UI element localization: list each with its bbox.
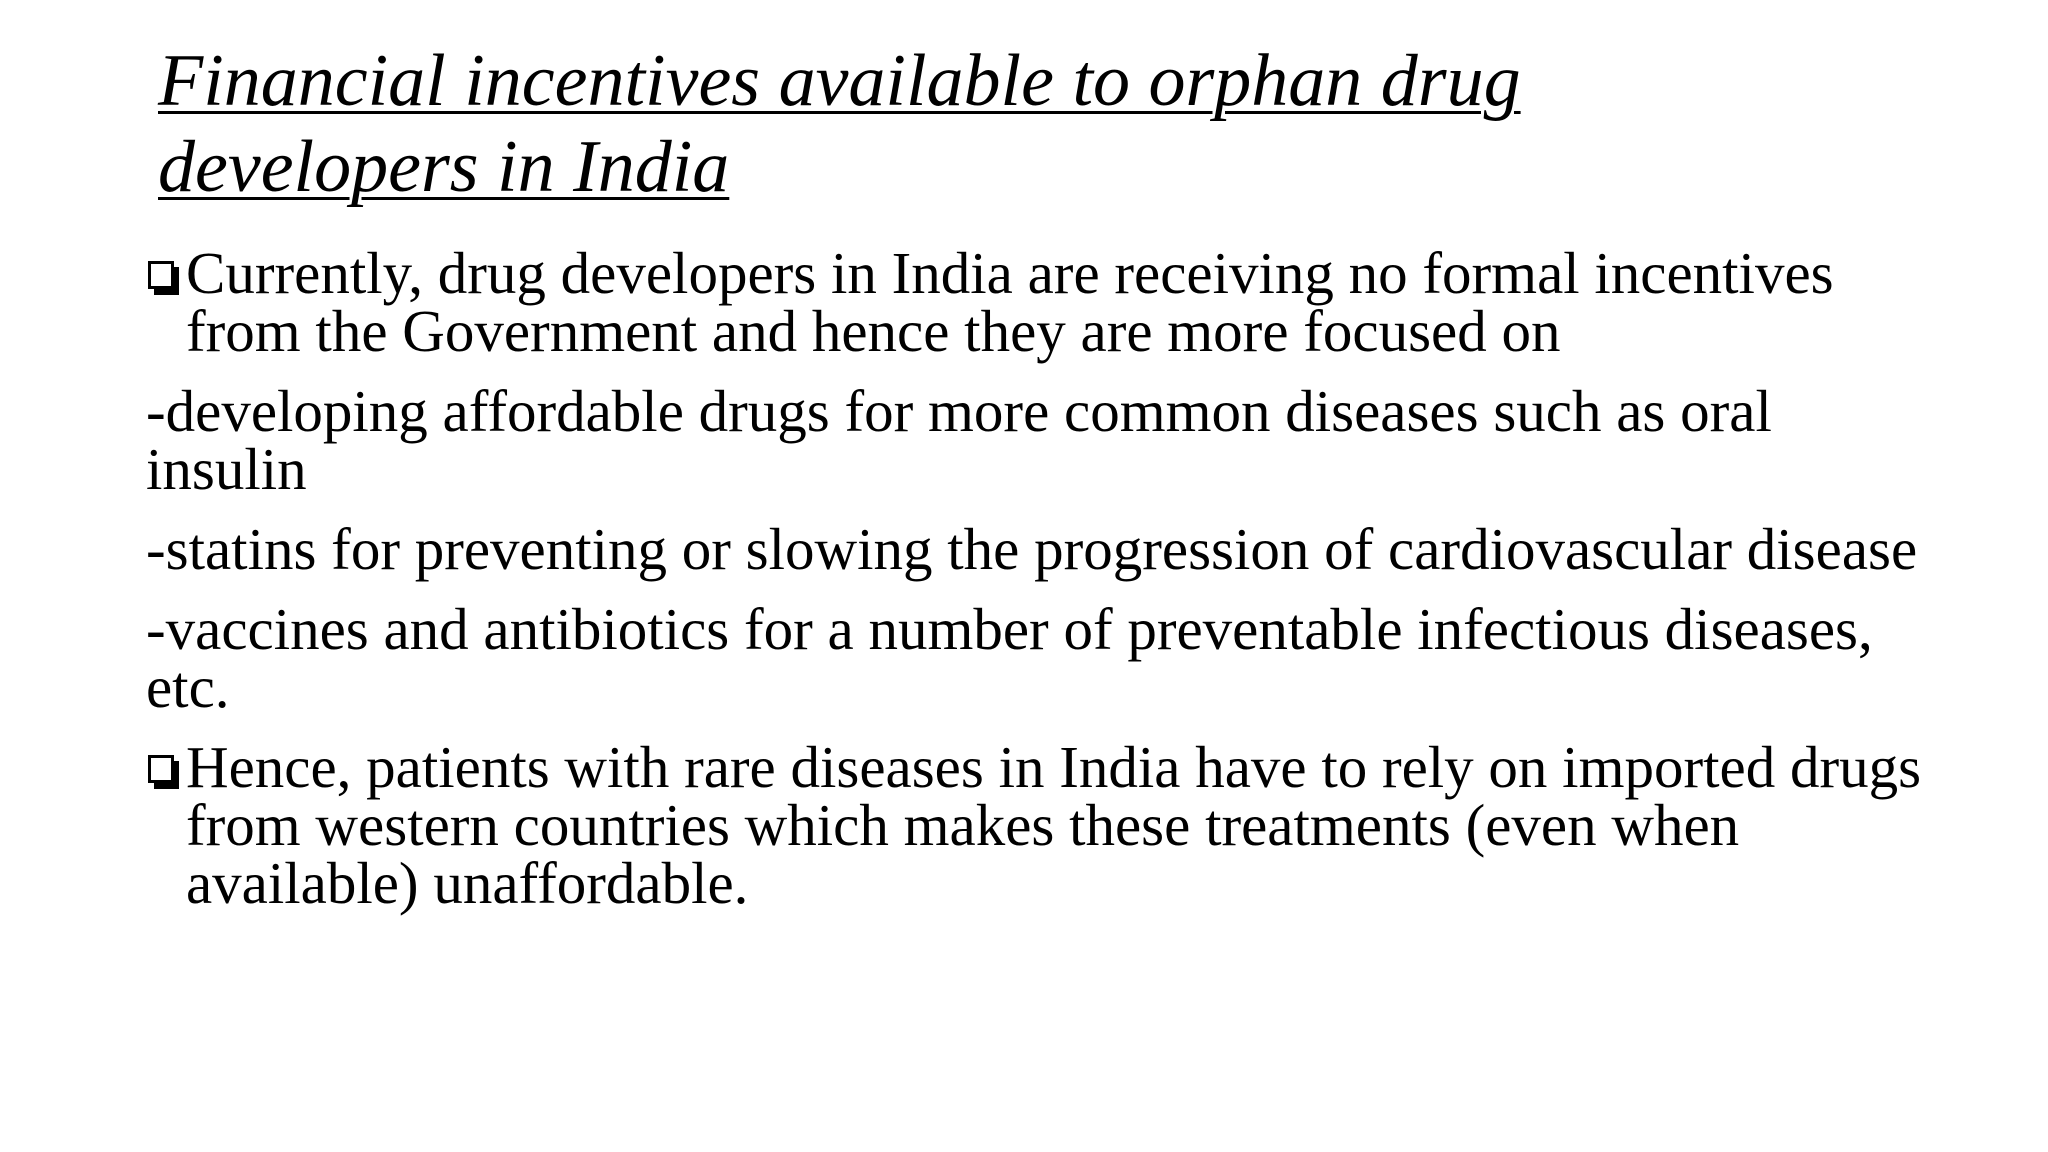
slide-title-line-2: developers in India <box>158 126 730 208</box>
sub-item-2: -statins for preventing or slowing the progression of cardiovascular disease <box>146 516 1918 582</box>
sub-item-1: -developing affordable drugs for more common diseases such as oral insulin <box>146 378 1772 502</box>
bullet-item-1-text: Currently, drug developers in India are receiving no formal incentives from the Government and hence they are more focused on <box>186 240 1834 364</box>
slide-title <box>158 38 1858 210</box>
bullet-item-2-text: Hence, patients with rare diseases in India have to rely on imported drugs from western countries which makes these treatments (even when available) unaffordable. <box>186 734 1922 916</box>
bullet-item-2 <box>146 734 1936 916</box>
bullet-item-1 <box>146 240 1936 364</box>
slide-title-line-1: Financial incentives available to orphan drug <box>158 40 1521 122</box>
hollow-square-bullet-icon <box>146 755 176 789</box>
hollow-square-bullet-icon <box>146 261 176 295</box>
sub-item-3: -vaccines and antibiotics for a number of preventable infectious diseases, etc. <box>146 596 1873 720</box>
slide-body <box>146 240 1936 934</box>
